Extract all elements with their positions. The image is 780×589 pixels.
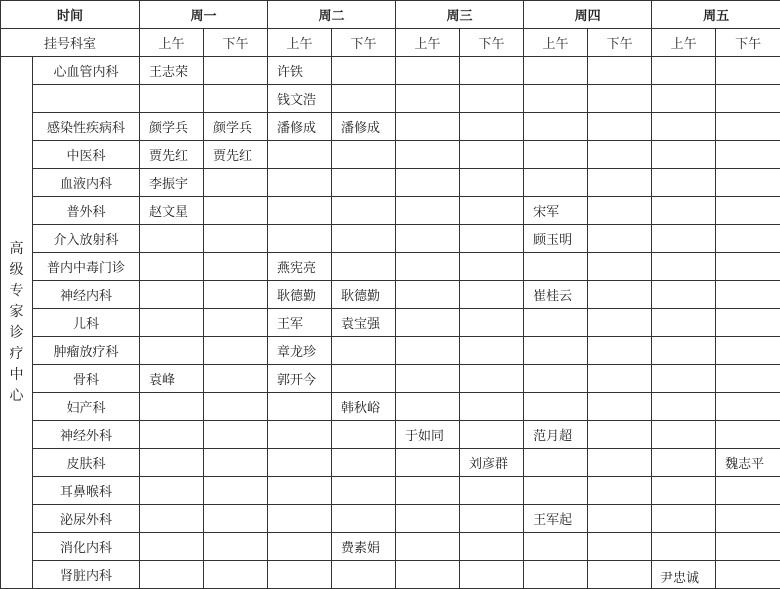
doctor-cell	[204, 253, 268, 281]
table-row	[1, 281, 780, 309]
doctor-cell: 李振宇	[140, 169, 204, 197]
doctor-cell	[652, 225, 716, 253]
session-pm: 下午	[204, 29, 268, 57]
dept-cell: 神经内科	[33, 281, 140, 309]
doctor-cell	[460, 85, 524, 113]
doctor-cell: 魏志平	[716, 449, 780, 477]
dept-cell: 妇产科	[33, 393, 140, 421]
doctor-cell	[204, 561, 268, 589]
doctor-cell: 袁峰	[140, 365, 204, 393]
day-header-tue: 周二	[268, 1, 396, 29]
doctor-cell	[460, 197, 524, 225]
doctor-cell	[204, 197, 268, 225]
doctor-cell: 耿德勤	[268, 281, 332, 309]
doctor-cell: 宋军	[524, 197, 588, 225]
doctor-cell	[588, 113, 652, 141]
session-pm: 下午	[332, 29, 396, 57]
doctor-cell	[460, 505, 524, 533]
doctor-cell	[524, 477, 588, 505]
doctor-cell	[716, 561, 780, 589]
doctor-cell	[396, 477, 460, 505]
doctor-cell	[396, 169, 460, 197]
doctor-cell	[140, 421, 204, 449]
doctor-cell	[524, 561, 588, 589]
session-am: 上午	[652, 29, 716, 57]
doctor-cell	[204, 57, 268, 85]
doctor-cell: 崔桂云	[524, 281, 588, 309]
dept-cell: 耳鼻喉科	[33, 477, 140, 505]
doctor-cell: 章龙珍	[268, 337, 332, 365]
doctor-cell	[588, 57, 652, 85]
dept-cell: 普内中毒门诊	[33, 253, 140, 281]
doctor-cell	[332, 365, 396, 393]
doctor-cell	[460, 533, 524, 561]
doctor-cell	[716, 281, 780, 309]
doctor-cell	[524, 449, 588, 477]
doctor-cell	[716, 505, 780, 533]
doctor-cell	[588, 169, 652, 197]
dept-cell: 消化内科	[33, 533, 140, 561]
doctor-cell	[268, 141, 332, 169]
doctor-cell	[140, 253, 204, 281]
doctor-cell	[524, 169, 588, 197]
doctor-cell: 潘修成	[268, 113, 332, 141]
doctor-cell: 袁宝强	[332, 309, 396, 337]
doctor-cell	[140, 85, 204, 113]
doctor-cell	[588, 449, 652, 477]
doctor-cell	[268, 393, 332, 421]
session-pm: 下午	[716, 29, 780, 57]
doctor-cell	[524, 309, 588, 337]
doctor-cell: 费素娟	[332, 533, 396, 561]
doctor-cell	[204, 505, 268, 533]
doctor-cell	[524, 337, 588, 365]
doctor-cell	[140, 449, 204, 477]
doctor-cell	[524, 57, 588, 85]
doctor-cell	[652, 85, 716, 113]
doctor-cell	[524, 113, 588, 141]
doctor-cell	[396, 281, 460, 309]
dept-cell: 感染性疾病科	[33, 113, 140, 141]
doctor-cell	[268, 169, 332, 197]
dept-cell: 介入放射科	[33, 225, 140, 253]
doctor-cell	[204, 225, 268, 253]
doctor-cell	[716, 85, 780, 113]
session-am: 上午	[396, 29, 460, 57]
doctor-cell	[588, 141, 652, 169]
dept-cell: 皮肤科	[33, 449, 140, 477]
table-row	[1, 309, 780, 337]
doctor-cell: 王军	[268, 309, 332, 337]
doctor-cell	[332, 561, 396, 589]
dept-header: 挂号科室	[1, 29, 140, 57]
table-row	[1, 57, 780, 85]
doctor-cell	[588, 505, 652, 533]
doctor-cell	[204, 169, 268, 197]
doctor-cell	[204, 533, 268, 561]
doctor-cell	[588, 477, 652, 505]
doctor-cell	[652, 141, 716, 169]
table-row	[1, 505, 780, 533]
table-row	[1, 421, 780, 449]
doctor-cell: 赵文星	[140, 197, 204, 225]
table-row	[1, 365, 780, 393]
doctor-cell	[716, 365, 780, 393]
session-am: 上午	[524, 29, 588, 57]
doctor-cell	[652, 337, 716, 365]
session-pm: 下午	[588, 29, 652, 57]
doctor-cell	[588, 393, 652, 421]
doctor-cell	[396, 561, 460, 589]
doctor-cell	[524, 365, 588, 393]
table-row	[1, 337, 780, 365]
doctor-cell	[332, 477, 396, 505]
table-row	[1, 225, 780, 253]
doctor-cell	[268, 449, 332, 477]
doctor-cell	[268, 477, 332, 505]
day-header-fri: 周五	[652, 1, 780, 29]
doctor-cell	[588, 309, 652, 337]
doctor-cell	[332, 253, 396, 281]
dept-cell: 肾脏内科	[33, 561, 140, 589]
doctor-cell: 韩秋峪	[332, 393, 396, 421]
side-label-text: 高级专家诊疗中心	[9, 240, 24, 404]
header-row-days	[1, 1, 780, 29]
dept-cell: 心血管内科	[33, 57, 140, 85]
dept-cell: 普外科	[33, 197, 140, 225]
doctor-cell	[588, 421, 652, 449]
session-am: 上午	[268, 29, 332, 57]
doctor-cell	[396, 533, 460, 561]
doctor-cell	[140, 309, 204, 337]
table-row	[1, 113, 780, 141]
doctor-cell	[204, 449, 268, 477]
doctor-cell	[204, 365, 268, 393]
doctor-cell	[460, 337, 524, 365]
table-row	[1, 393, 780, 421]
table-row	[1, 253, 780, 281]
doctor-cell: 刘彦群	[460, 449, 524, 477]
table-row	[1, 533, 780, 561]
doctor-cell	[716, 253, 780, 281]
table-row	[1, 141, 780, 169]
doctor-cell	[652, 309, 716, 337]
doctor-cell	[652, 477, 716, 505]
doctor-cell	[396, 141, 460, 169]
doctor-cell: 贾先红	[204, 141, 268, 169]
doctor-cell	[588, 365, 652, 393]
doctor-cell	[204, 477, 268, 505]
doctor-cell	[460, 561, 524, 589]
doctor-cell	[460, 57, 524, 85]
doctor-cell	[140, 561, 204, 589]
doctor-cell	[140, 337, 204, 365]
doctor-cell	[652, 169, 716, 197]
doctor-cell	[204, 309, 268, 337]
doctor-cell	[716, 421, 780, 449]
doctor-cell	[588, 225, 652, 253]
doctor-cell	[396, 393, 460, 421]
doctor-cell	[652, 281, 716, 309]
doctor-cell	[588, 533, 652, 561]
doctor-cell: 于如同	[396, 421, 460, 449]
doctor-cell: 王志荣	[140, 57, 204, 85]
doctor-cell	[652, 365, 716, 393]
doctor-cell	[332, 421, 396, 449]
doctor-cell	[268, 561, 332, 589]
doctor-cell	[204, 421, 268, 449]
dept-cell: 骨科	[33, 365, 140, 393]
doctor-cell	[140, 393, 204, 421]
doctor-cell	[460, 309, 524, 337]
doctor-cell: 贾先红	[140, 141, 204, 169]
doctor-cell: 许铁	[268, 57, 332, 85]
day-header-mon: 周一	[140, 1, 268, 29]
doctor-cell	[524, 141, 588, 169]
doctor-cell: 王军起	[524, 505, 588, 533]
doctor-cell	[396, 309, 460, 337]
doctor-cell: 潘修成	[332, 113, 396, 141]
doctor-cell	[652, 421, 716, 449]
doctor-cell	[460, 169, 524, 197]
doctor-cell: 燕宪亮	[268, 253, 332, 281]
doctor-cell	[268, 197, 332, 225]
table-row	[1, 85, 780, 113]
doctor-cell	[396, 225, 460, 253]
doctor-cell	[716, 141, 780, 169]
doctor-cell	[332, 449, 396, 477]
doctor-cell	[140, 505, 204, 533]
dept-cell: 血液内科	[33, 169, 140, 197]
doctor-cell	[268, 421, 332, 449]
side-label	[1, 57, 33, 589]
doctor-cell	[652, 533, 716, 561]
doctor-cell	[588, 85, 652, 113]
doctor-cell	[332, 141, 396, 169]
doctor-cell	[716, 477, 780, 505]
doctor-cell	[652, 393, 716, 421]
doctor-cell	[524, 533, 588, 561]
doctor-cell	[268, 225, 332, 253]
doctor-cell	[332, 197, 396, 225]
doctor-cell	[332, 505, 396, 533]
doctor-cell	[396, 365, 460, 393]
doctor-cell	[716, 225, 780, 253]
doctor-cell	[396, 113, 460, 141]
doctor-cell	[524, 85, 588, 113]
doctor-cell	[204, 393, 268, 421]
doctor-cell	[652, 197, 716, 225]
doctor-cell: 颜学兵	[140, 113, 204, 141]
doctor-cell	[652, 113, 716, 141]
doctor-cell	[716, 337, 780, 365]
doctor-cell	[460, 225, 524, 253]
doctor-cell	[716, 57, 780, 85]
doctor-cell	[396, 449, 460, 477]
doctor-cell	[524, 253, 588, 281]
session-pm: 下午	[460, 29, 524, 57]
doctor-cell	[460, 113, 524, 141]
doctor-cell	[332, 337, 396, 365]
header-row-sessions	[1, 29, 780, 57]
doctor-cell: 钱文浩	[268, 85, 332, 113]
time-header: 时间	[1, 1, 140, 29]
doctor-cell	[588, 281, 652, 309]
doctor-cell	[652, 57, 716, 85]
session-am: 上午	[140, 29, 204, 57]
doctor-cell	[140, 281, 204, 309]
doctor-cell	[396, 57, 460, 85]
dept-cell: 泌尿外科	[33, 505, 140, 533]
doctor-cell	[460, 477, 524, 505]
doctor-cell	[204, 337, 268, 365]
doctor-cell: 范月超	[524, 421, 588, 449]
doctor-cell	[396, 337, 460, 365]
doctor-cell	[652, 449, 716, 477]
day-header-wed: 周三	[396, 1, 524, 29]
doctor-cell	[460, 365, 524, 393]
doctor-cell	[716, 309, 780, 337]
doctor-cell	[716, 533, 780, 561]
dept-cell	[33, 85, 140, 113]
doctor-cell: 耿德勤	[332, 281, 396, 309]
doctor-cell	[460, 141, 524, 169]
doctor-cell	[588, 561, 652, 589]
doctor-cell	[204, 281, 268, 309]
doctor-cell	[716, 113, 780, 141]
dept-cell: 神经外科	[33, 421, 140, 449]
doctor-cell	[716, 197, 780, 225]
doctor-cell	[396, 85, 460, 113]
doctor-cell	[396, 505, 460, 533]
doctor-cell	[716, 169, 780, 197]
doctor-cell	[332, 57, 396, 85]
doctor-cell	[588, 197, 652, 225]
doctor-cell	[460, 393, 524, 421]
doctor-cell	[140, 477, 204, 505]
table-row	[1, 169, 780, 197]
doctor-cell	[140, 225, 204, 253]
doctor-cell	[652, 253, 716, 281]
doctor-cell	[332, 85, 396, 113]
doctor-cell	[268, 533, 332, 561]
doctor-cell	[716, 393, 780, 421]
dept-cell: 中医科	[33, 141, 140, 169]
table-row	[1, 477, 780, 505]
day-header-thu: 周四	[524, 1, 652, 29]
doctor-cell	[268, 505, 332, 533]
doctor-cell	[332, 169, 396, 197]
doctor-cell	[396, 197, 460, 225]
watermark-text: 尹忠诚	[660, 571, 700, 586]
doctor-cell	[652, 505, 716, 533]
doctor-cell	[588, 337, 652, 365]
doctor-cell	[204, 85, 268, 113]
doctor-cell: 顾玉明	[524, 225, 588, 253]
doctor-cell: 郭开今	[268, 365, 332, 393]
doctor-cell	[460, 281, 524, 309]
doctor-cell	[524, 393, 588, 421]
doctor-cell: 颜学兵	[204, 113, 268, 141]
table-row	[1, 197, 780, 225]
dept-cell: 儿科	[33, 309, 140, 337]
doctor-cell	[332, 225, 396, 253]
doctor-cell	[460, 421, 524, 449]
dept-cell: 肿瘤放疗科	[33, 337, 140, 365]
doctor-cell	[460, 253, 524, 281]
doctor-cell	[588, 253, 652, 281]
doctor-cell	[396, 253, 460, 281]
table-row	[1, 449, 780, 477]
doctor-cell	[140, 533, 204, 561]
